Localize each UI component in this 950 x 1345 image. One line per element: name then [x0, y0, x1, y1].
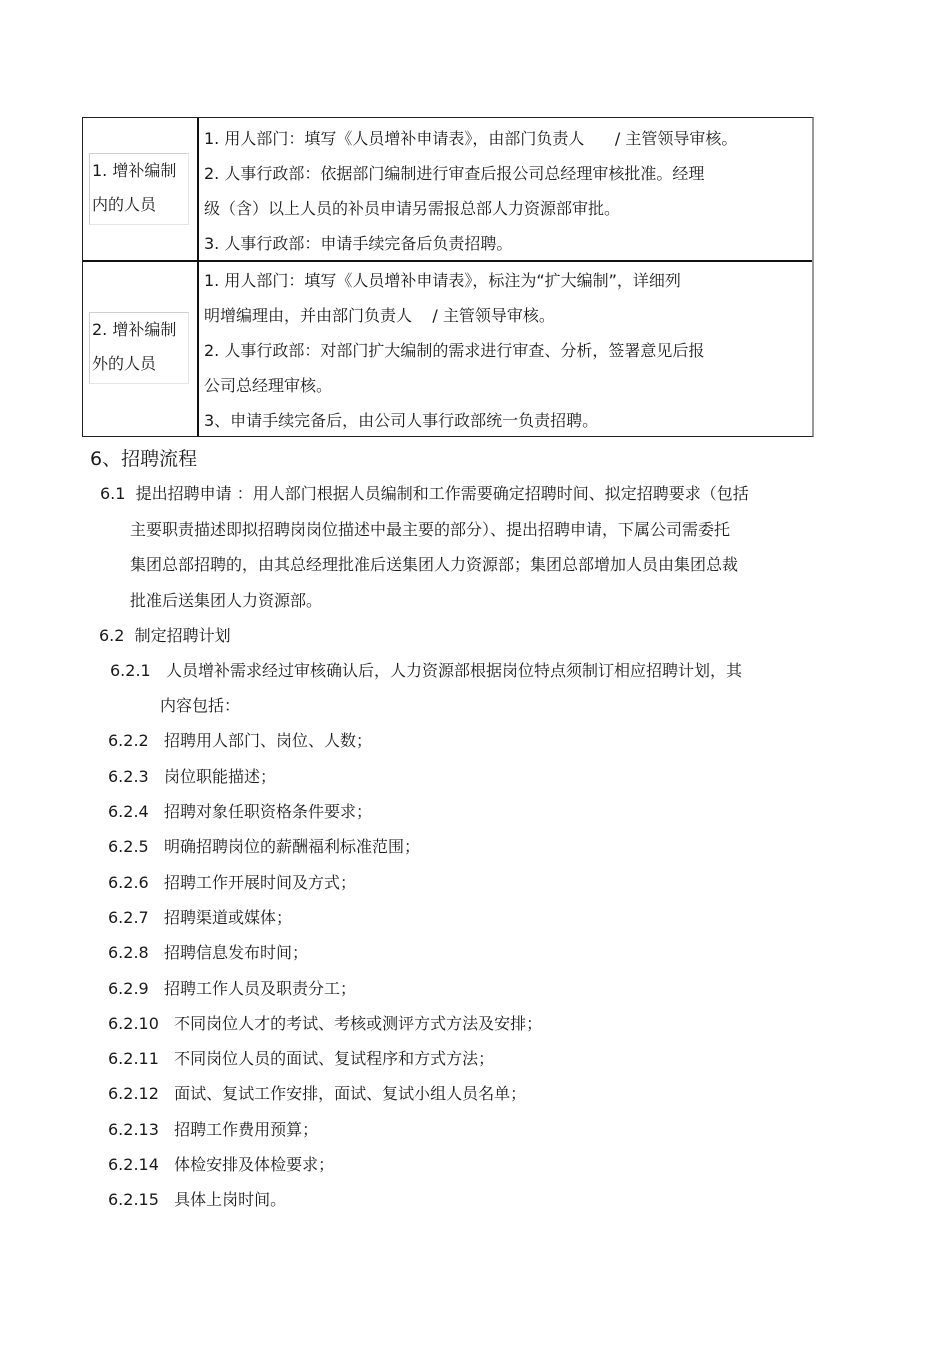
list-item: 6.2.6 招聘工作开展时间及方式；: [108, 873, 356, 892]
row-label-line: 2. 增补编制: [92, 320, 177, 339]
list-item: 6.2.5 明确招聘岗位的薪酬福利标准范围；: [108, 837, 420, 856]
list-item: 6.2.12 面试、复试工作安排，面试、复试小组人员名单；: [108, 1084, 527, 1103]
row-label: [89, 312, 189, 384]
paragraph-line: 6.1 提出招聘申请 ：用人部门根据人员编制和工作需要确定招聘时间、拟定招聘要求（包括: [100, 484, 749, 503]
content-line: 3. 人事行政部：申请手续完备后负责招聘。: [204, 234, 513, 253]
content-line: 3、申请手续完备后，由公司人事行政部统一负责招聘。: [204, 411, 599, 430]
paragraph-line: 集团总部招聘的，由其总经理批准后送集团人力资源部；集团总部增加人员由集团总裁: [130, 555, 739, 574]
content-line: 明增编理由，并由部门负责人 / 主管领导审核。: [204, 306, 555, 325]
table-row: [82, 259, 814, 437]
row-content-cell: [198, 259, 812, 436]
content-line: 公司总经理审核。: [204, 376, 333, 395]
subsection-title: 6.2 制定招聘计划: [99, 626, 231, 645]
table-row: [82, 117, 814, 262]
list-item: 6.2.9 招聘工作人员及职责分工；: [108, 979, 356, 998]
row-label-line: 1. 增补编制: [92, 161, 177, 180]
content-line: 1. 用人部门：填写《人员增补申请表》，标注为“扩大编制”，详细列: [204, 271, 681, 290]
list-item: 6.2.14 体检安排及体检要求；: [108, 1155, 335, 1174]
row-label-line: 内的人员: [92, 195, 157, 214]
content-line: 级（含）以上人员的补员申请另需报总部人力资源部审批。: [204, 199, 621, 218]
section-heading: 6、招聘流程: [90, 448, 198, 470]
list-item: 6.2.13 招聘工作费用预算；: [108, 1120, 319, 1139]
content-line: 2. 人事行政部：对部门扩大编制的需求进行审查、分析，签署意见后报: [204, 341, 705, 360]
content-line: 2. 人事行政部：依据部门编制进行审查后报公司总经理审核批准。经理: [204, 164, 705, 183]
paragraph-line: 批准后送集团人力资源部。: [130, 591, 323, 610]
list-item: 6.2.3 岗位职能描述；: [108, 767, 276, 786]
row-label: [89, 153, 189, 225]
list-item: 6.2.2 招聘用人部门、岗位、人数；: [108, 731, 372, 750]
content-line: 1. 用人部门：填写《人员增补申请表》，由部门负责人 / 主管领导审核。: [204, 129, 738, 148]
list-item: 6.2.8 招聘信息发布时间；: [108, 943, 308, 962]
list-item: 6.2.4 招聘对象任职资格条件要求；: [108, 802, 372, 821]
row-label-line: 外的人员: [92, 354, 157, 373]
paragraph-line: 主要职责描述即拟招聘岗岗位描述中最主要的部分）、提出招聘申请，下属公司需委托: [130, 520, 731, 539]
paragraph-line: 内容包括：: [160, 696, 241, 715]
list-item: 6.2.11 不同岗位人员的面试、复试程序和方式方法；: [108, 1049, 495, 1068]
staffing-table: [82, 117, 812, 437]
list-item: 6.2.7 招聘渠道或媒体；: [108, 908, 292, 927]
list-item: 6.2.15 具体上岗时间。: [108, 1190, 287, 1209]
row-content-cell: [198, 118, 812, 260]
list-item: 6.2.10 不同岗位人才的考试、考核或测评方式方法及安排；: [108, 1014, 543, 1033]
row-label-cell: [82, 118, 199, 260]
row-label-cell: [82, 259, 199, 436]
paragraph-line: 6.2.1 人员增补需求经过审核确认后，人力资源部根据岗位特点须制订相应招聘计划，其: [110, 661, 742, 680]
